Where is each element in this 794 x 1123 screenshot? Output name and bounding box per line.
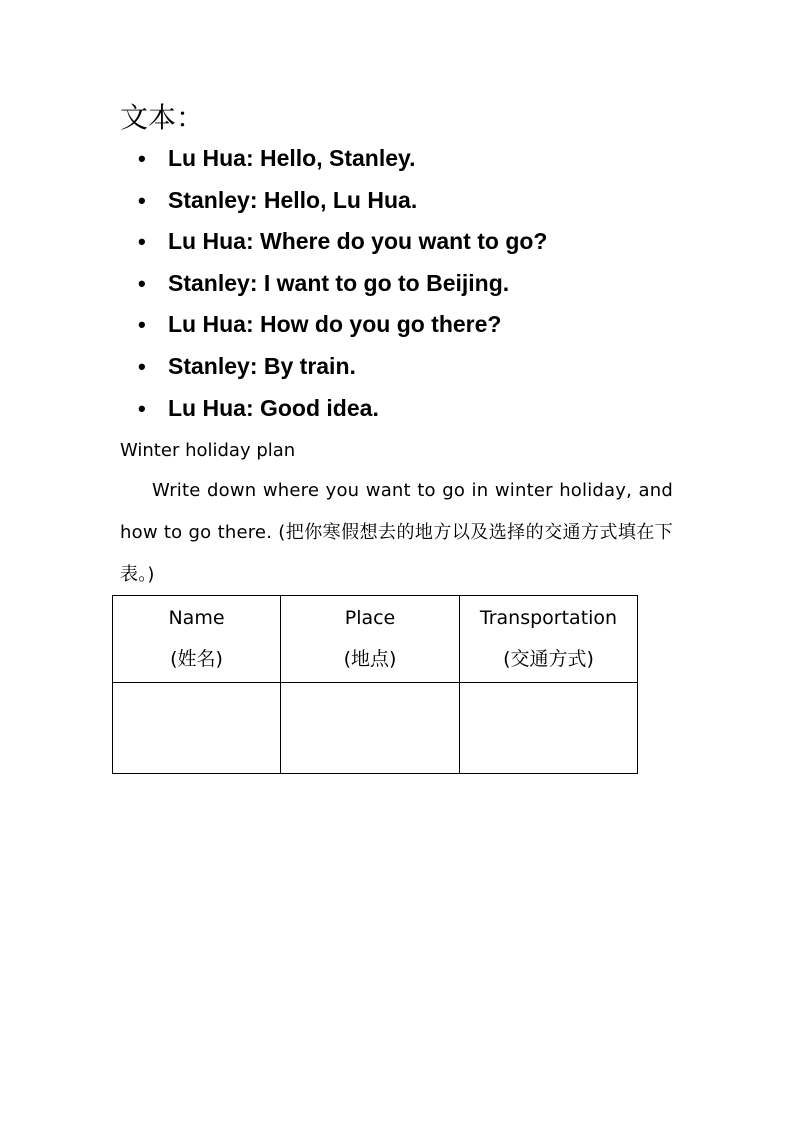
dialogue-text: Lu Hua: Good idea. xyxy=(168,394,379,421)
transportation-cell[interactable] xyxy=(460,683,638,774)
bullet-icon: • xyxy=(138,187,146,213)
dialogue-text: Lu Hua: Where do you want to go? xyxy=(168,228,548,255)
bullet-icon: • xyxy=(138,229,146,255)
plan-table xyxy=(112,595,638,774)
bullet-icon: • xyxy=(138,146,146,171)
table-header-place xyxy=(281,596,460,683)
table-header-row xyxy=(113,596,638,683)
table-header-transportation xyxy=(460,596,638,683)
dialogue-text: Stanley: By train. xyxy=(168,352,356,379)
dialogue-text: Lu Hua: Hello, Stanley. xyxy=(168,145,416,171)
name-cell[interactable] xyxy=(113,683,281,774)
table-row xyxy=(113,683,638,774)
section-title: 文本： xyxy=(120,101,205,134)
header-label-cn: (姓名) xyxy=(170,648,223,670)
bullet-icon: • xyxy=(138,353,146,379)
header-label-cn: (交通方式) xyxy=(503,648,594,670)
bullet-icon: • xyxy=(138,395,146,421)
plan-title: Winter holiday plan xyxy=(120,440,296,461)
dialogue-text: Lu Hua: How do you go there? xyxy=(168,311,502,338)
bullet-icon: • xyxy=(138,312,146,338)
header-label: Name xyxy=(168,607,225,629)
header-label: Transportation xyxy=(479,607,618,629)
bullet-icon: • xyxy=(138,270,146,296)
place-cell[interactable] xyxy=(281,683,460,774)
dialogue-text: Stanley: I want to go to Beijing. xyxy=(168,269,510,296)
dialogue-text: Stanley: Hello, Lu Hua. xyxy=(168,186,418,213)
header-label: Place xyxy=(344,607,396,629)
table-header-name xyxy=(113,596,281,683)
plan-instructions: Write down where you want to go in winter holiday, and how to go there. (把你寒假想去的地方以及选择的交通方式填在下表。) xyxy=(120,480,673,585)
header-label-cn: (地点) xyxy=(343,648,397,670)
